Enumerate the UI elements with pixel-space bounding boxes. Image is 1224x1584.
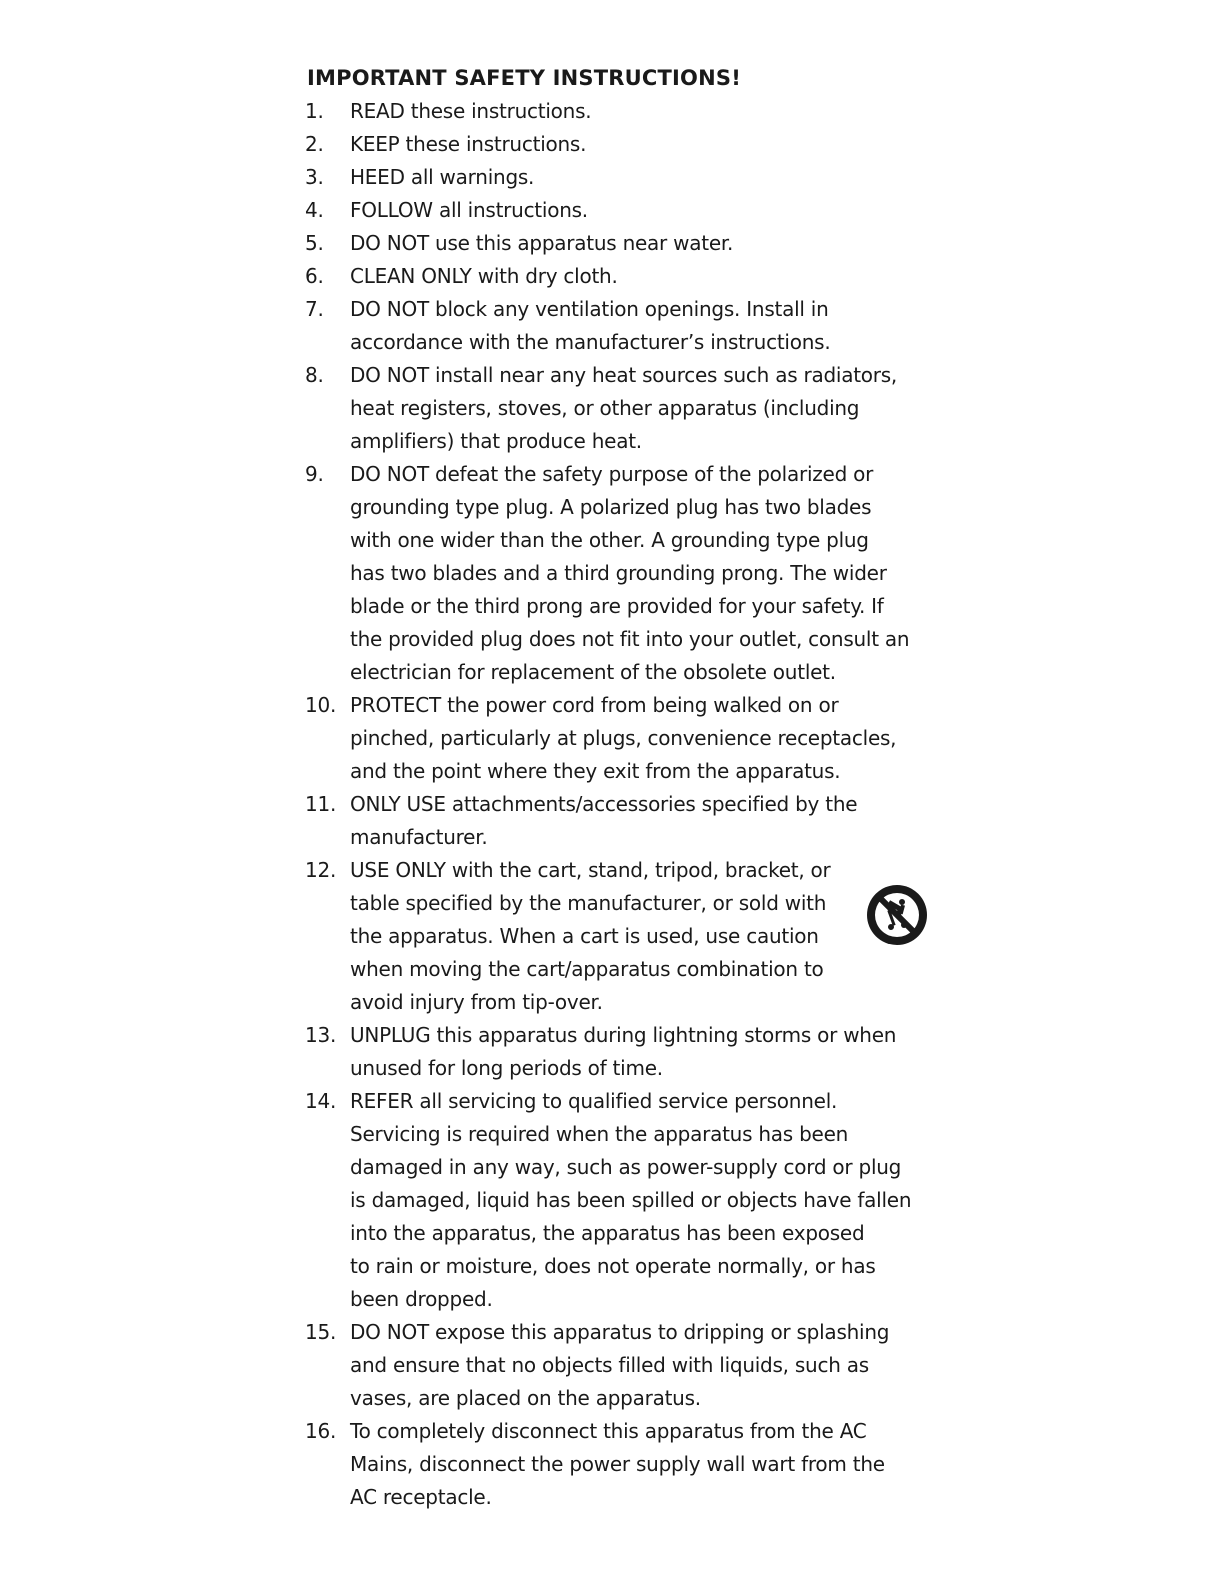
list-item: [307, 1415, 947, 1514]
list-item: [307, 128, 947, 161]
item-text: DO NOT install near any heat sources such as radiators, heat registers, stoves, or other apparatus (including amplifiers) that produce heat.: [350, 363, 898, 453]
list-item: [307, 689, 947, 788]
cart-tip-over-warning-icon: [866, 884, 928, 946]
item-number: 7.: [305, 297, 324, 321]
item-text: CLEAN ONLY with dry cloth.: [350, 264, 618, 288]
item-text: DO NOT defeat the safety purpose of the polarized or grounding type plug. A polarized plug has two blades with one wider than the other. A grounding type plug has two blades and a third grounding prong. The wider blade or the third prong are provided for your safety. If the provided plug does not fit into your outlet, consult an electrician for replacement of the obsolete outlet.: [350, 462, 910, 684]
list-item: [307, 1019, 947, 1085]
list-item: [307, 1085, 947, 1316]
item-text: READ these instructions.: [350, 99, 592, 123]
list-item: [307, 1316, 947, 1415]
item-text: HEED all warnings.: [350, 165, 535, 189]
list-item: [307, 359, 947, 458]
item-text: UNPLUG this apparatus during lightning storms or when unused for long periods of time.: [350, 1023, 897, 1080]
item-number: 13.: [305, 1023, 337, 1047]
item-number: 9.: [305, 462, 324, 486]
list-item: [307, 161, 947, 194]
item-text: PROTECT the power cord from being walked on or pinched, particularly at plugs, convenience receptacles, and the point where they exit from the apparatus.: [350, 693, 897, 783]
item-text: DO NOT use this apparatus near water.: [350, 231, 734, 255]
safety-instructions: [307, 62, 947, 1514]
item-text: ONLY USE attachments/accessories specified by the manufacturer.: [350, 792, 858, 849]
list-item: [307, 788, 947, 854]
item-text: USE ONLY with the cart, stand, tripod, bracket, or table specified by the manufacturer, or sold with the apparatus. When a cart is used, use caution when moving the cart/apparatus combination to avoid injury from tip-over.: [350, 858, 831, 1014]
item-text: DO NOT block any ventilation openings. Install in accordance with the manufacturer’s instructions.: [350, 297, 831, 354]
list-item: [307, 854, 947, 1019]
item-number: 12.: [305, 858, 337, 882]
item-number: 5.: [305, 231, 324, 255]
item-text: FOLLOW all instructions.: [350, 198, 588, 222]
item-number: 10.: [305, 693, 337, 717]
item-number: 2.: [305, 132, 324, 156]
item-number: 14.: [305, 1089, 337, 1113]
page-title: IMPORTANT SAFETY INSTRUCTIONS!: [307, 66, 741, 90]
list-item: [307, 458, 947, 689]
item-number: 1.: [305, 99, 324, 123]
item-number: 16.: [305, 1419, 337, 1443]
item-text: DO NOT expose this apparatus to dripping or splashing and ensure that no objects filled with liquids, such as vases, are placed on the apparatus.: [350, 1320, 890, 1410]
item-number: 8.: [305, 363, 324, 387]
list-item: [307, 260, 947, 293]
item-text: To completely disconnect this apparatus from the AC Mains, disconnect the power supply wall wart from the AC receptacle.: [350, 1419, 885, 1509]
list-item: [307, 95, 947, 128]
item-text: KEEP these instructions.: [350, 132, 587, 156]
list-item: [307, 227, 947, 260]
list-item: [307, 194, 947, 227]
item-number: 3.: [305, 165, 324, 189]
item-number: 4.: [305, 198, 324, 222]
item-number: 6.: [305, 264, 324, 288]
item-number: 15.: [305, 1320, 337, 1344]
instruction-list: [307, 95, 947, 1514]
list-item: [307, 293, 947, 359]
item-text: REFER all servicing to qualified service personnel. Servicing is required when the apparatus has been damaged in any way, such as power-supply cord or plug is damaged, liquid has been spilled or objects have fallen into the apparatus, the apparatus has been exposed to rain or moisture, does not operate normally, or has been dropped.: [350, 1089, 912, 1311]
item-number: 11.: [305, 792, 337, 816]
